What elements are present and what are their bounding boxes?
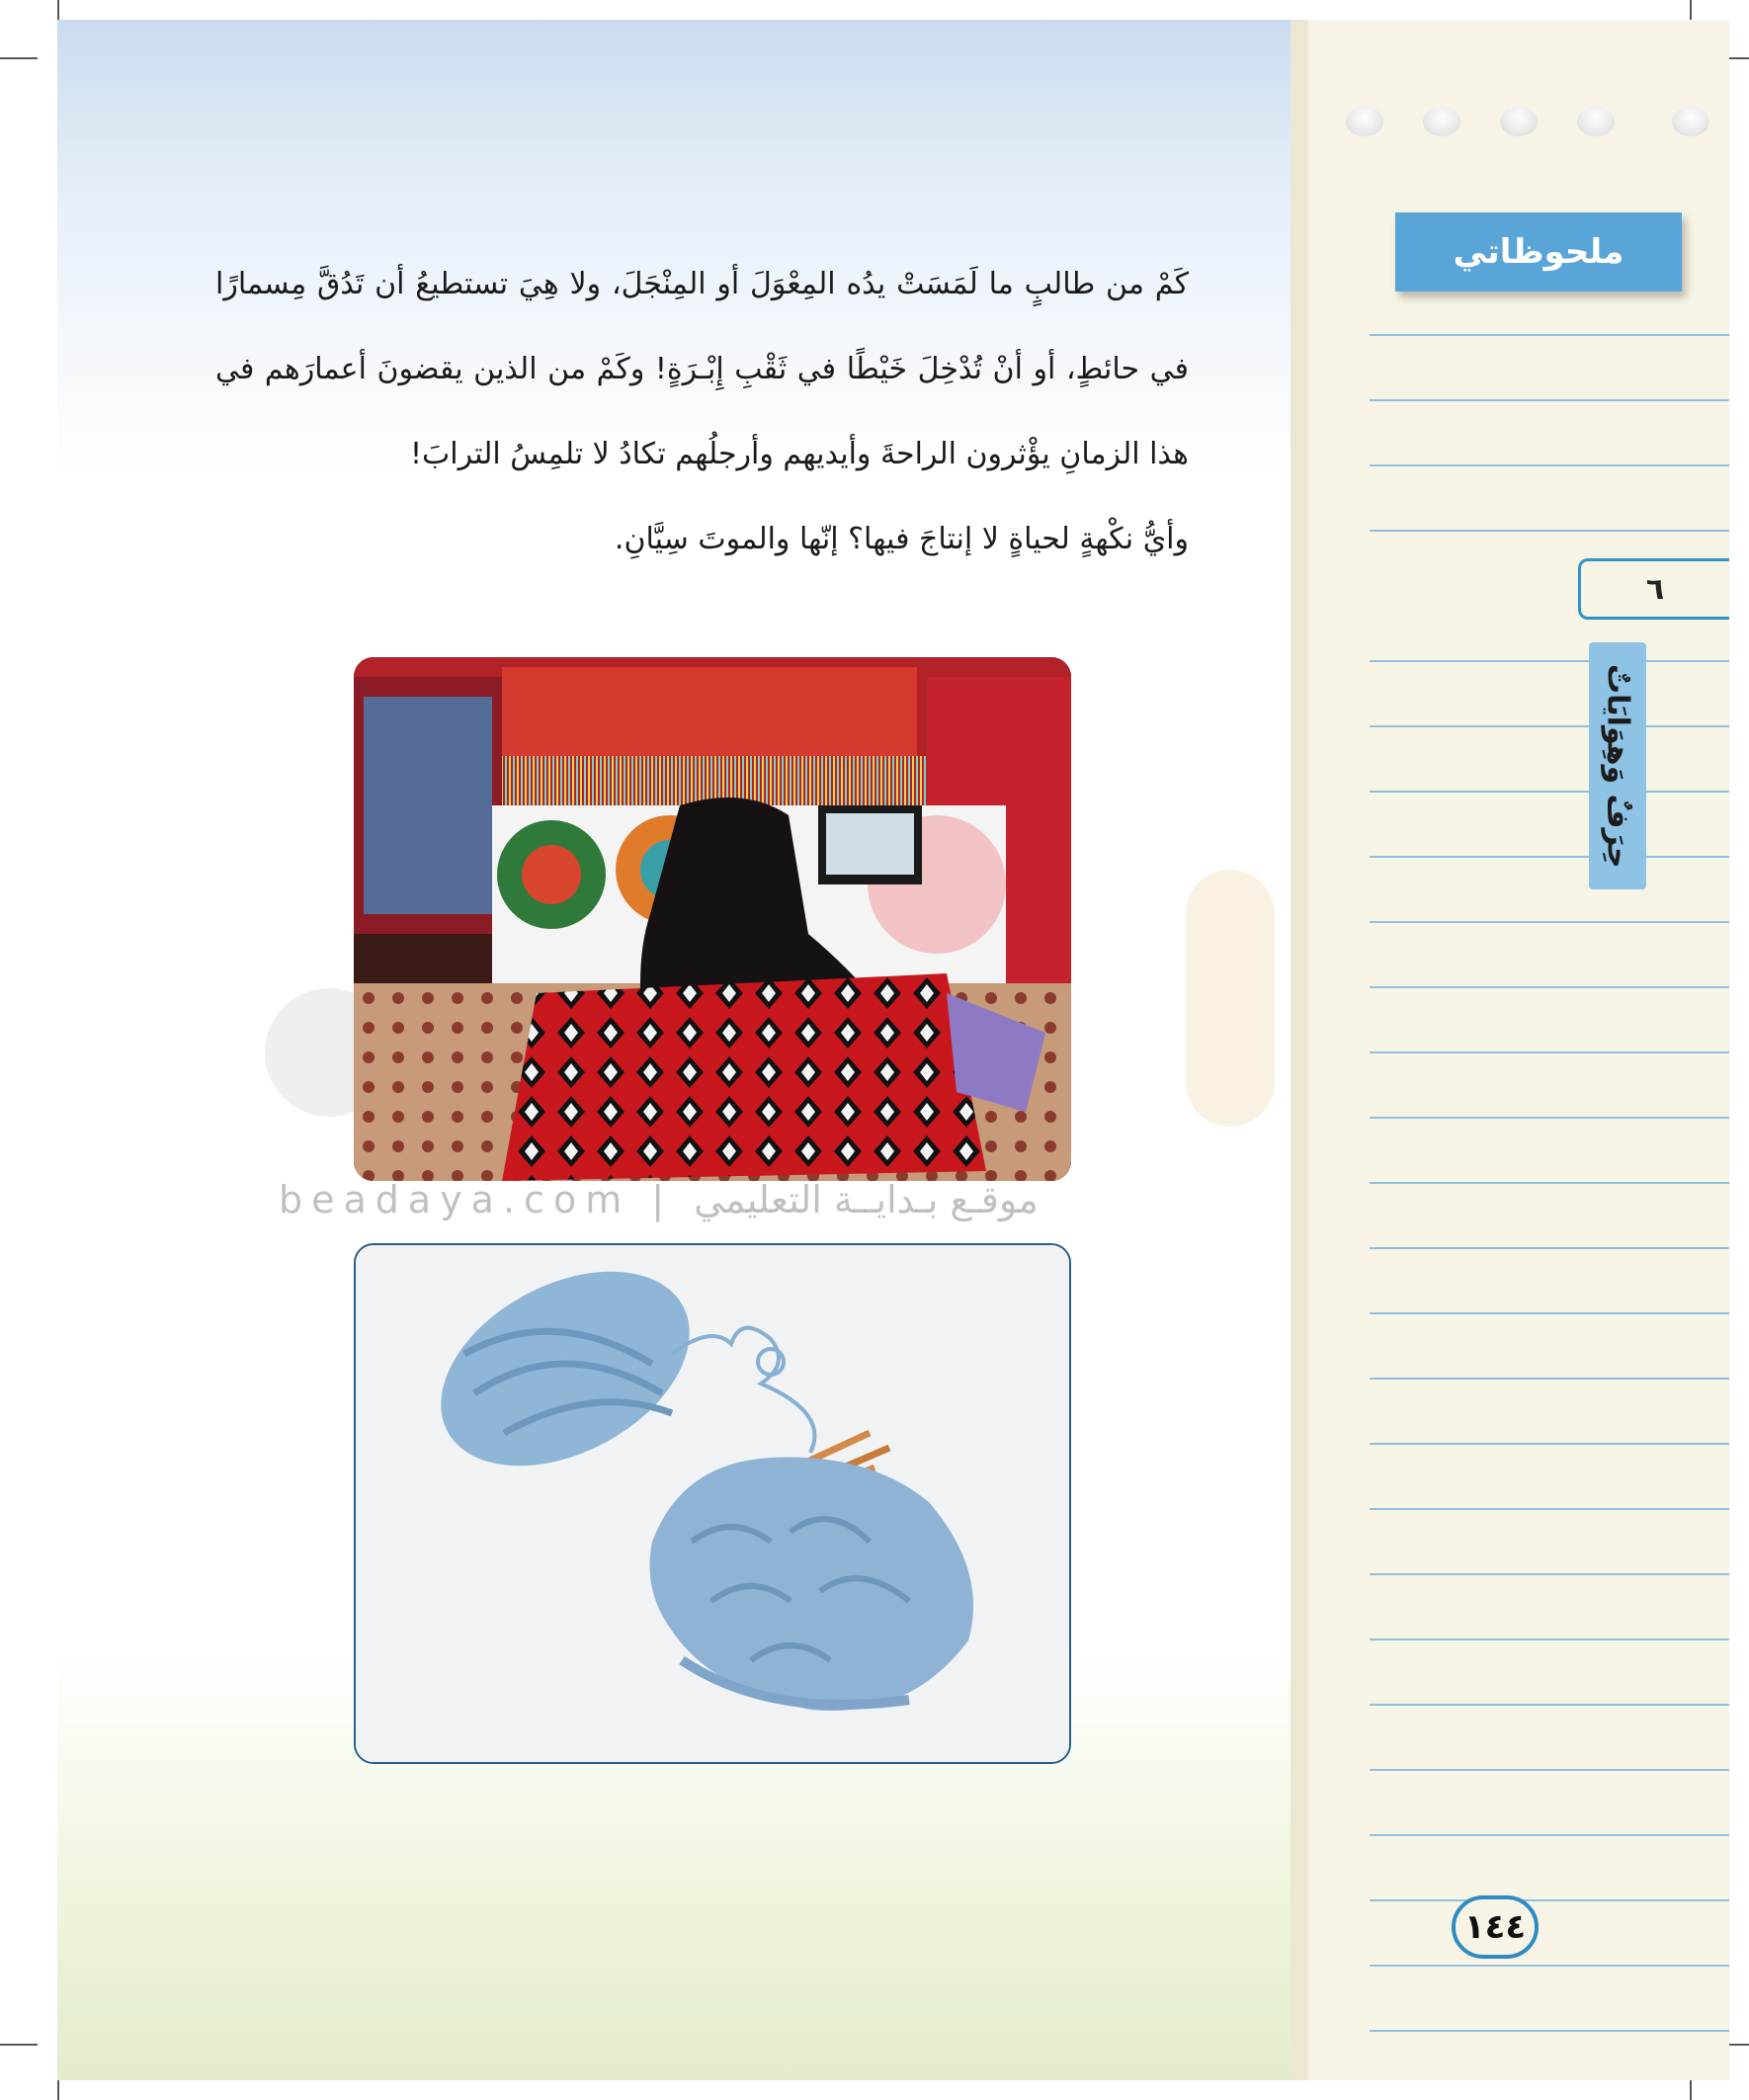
notes-rule-line — [1370, 1117, 1729, 1119]
notes-rule-line — [1370, 2030, 1729, 2032]
binder-hole — [1577, 107, 1615, 136]
notes-rule-line — [1370, 1182, 1729, 1184]
unit-title: حِرَفٌ وَهِوَايَاتٌ — [1600, 663, 1635, 869]
notes-rule-line — [1370, 791, 1729, 793]
binder-hole — [1672, 107, 1709, 136]
notes-rule-line — [1370, 1051, 1729, 1053]
notes-rule-line — [1370, 856, 1729, 858]
watermark-text: beadaya.com | موقـع بـدايــة التعليمي — [279, 1178, 1039, 1221]
binder-hole — [1346, 107, 1383, 136]
notes-rule-line — [1370, 921, 1729, 923]
watermark-pen-shape — [1186, 870, 1275, 1127]
notes-rule-line — [1370, 1247, 1729, 1249]
notes-rule-line — [1370, 660, 1729, 662]
notes-rule-line — [1370, 530, 1729, 532]
crop-mark — [0, 57, 38, 59]
notes-rule-line — [1370, 725, 1729, 727]
weaving-image — [354, 657, 1071, 1181]
notes-rule-line — [1370, 399, 1729, 401]
unit-title-tab — [1589, 642, 1646, 889]
unit-number-box — [1578, 558, 1729, 620]
notes-rule-line — [1370, 1965, 1729, 1967]
knitting-image — [356, 1245, 1069, 1762]
notes-rule-line — [1370, 1378, 1729, 1380]
notes-rule-line — [1370, 1508, 1729, 1510]
page-number: ١٤٤ — [1452, 1895, 1539, 1959]
notes-panel — [1291, 20, 1729, 2080]
notes-rule-line — [1370, 334, 1729, 336]
notes-rule-line — [1370, 1638, 1729, 1640]
main-paragraph — [215, 242, 1189, 582]
notes-rule-line — [1370, 986, 1729, 988]
notes-rule-line — [1370, 464, 1729, 466]
paragraph-1: كَمْ من طالبٍ ما لَمَسَتْ يدُه المِعْوَلَ أو المِنْجَلَ، ولا هِيَ تستطيعُ أن تَدُقَّ مِسمارًا في حائطٍ، أو أنْ تُدْخِلَ خَيْطًا في ثَقْبِ إِبْـرَةٍ! وكَمْ من الذين يقضونَ أعمارَهم في هذا الزمانِ يؤْثرون الراحةَ وأيديهم وأرجلُهم تكادُ لا تلمِسُ الترابَ! — [215, 267, 1189, 471]
weaving-photo — [354, 657, 1071, 1181]
notes-title: ملحوظاتي — [1395, 212, 1682, 292]
notes-rule-line — [1370, 1704, 1729, 1706]
notes-rule-line — [1370, 1443, 1729, 1445]
crop-mark — [0, 2044, 38, 2046]
notes-rule-line — [1370, 1899, 1729, 1901]
paragraph-2: وأيُّ نكْهةٍ لحياةٍ لا إنتاجَ فيها؟ إنّها والموتَ سِيَّانِ. — [614, 522, 1189, 556]
notes-rule-line — [1370, 1834, 1729, 1836]
notes-rule-line — [1370, 1312, 1729, 1314]
knitting-photo — [354, 1243, 1071, 1764]
binder-hole — [1500, 107, 1538, 136]
notes-rule-line — [1370, 1573, 1729, 1575]
notes-rule-line — [1370, 1769, 1729, 1771]
unit-number: ٦ — [1645, 571, 1665, 607]
binder-hole — [1423, 107, 1460, 136]
